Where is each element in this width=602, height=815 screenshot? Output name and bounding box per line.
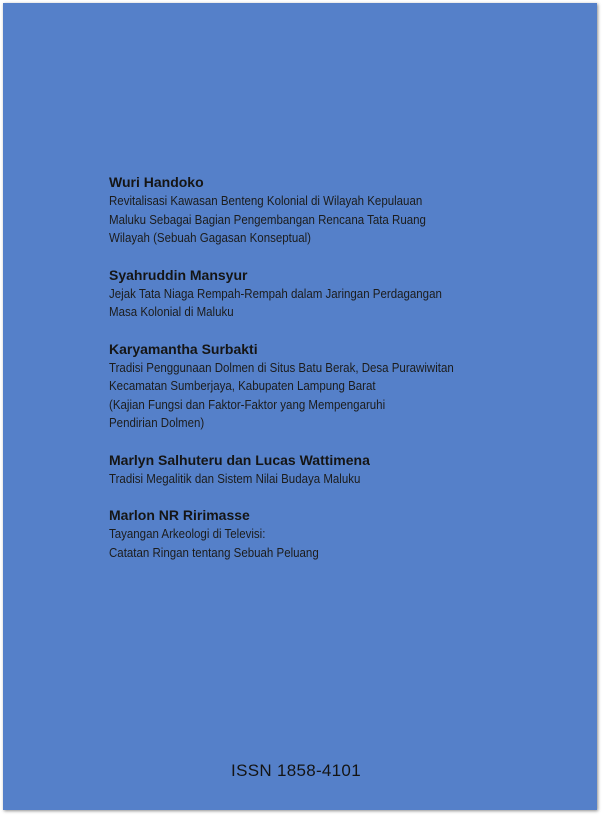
contents-list [109, 173, 549, 580]
entry-title-line: Masa Kolonial di Maluku [109, 305, 234, 319]
entry-title-line: Wilayah (Sebuah Gagasan Konseptual) [109, 231, 312, 245]
entry-title-line: Tradisi Megalitik dan Sistem Nilai Budaya Maluku [109, 471, 361, 486]
contents-entry [109, 266, 549, 322]
contents-entry [109, 173, 549, 248]
entry-title-line: Revitalisasi Kawasan Benteng Kolonial di Wilayah Kepulauan [109, 194, 423, 208]
entry-title-line: Kecamatan Sumberjaya, Kabupaten Lampung Barat [109, 379, 376, 393]
contents-entry [109, 451, 549, 489]
entry-author: Karyamantha Surbakti [109, 340, 258, 357]
entry-title-line: Tayangan Arkeologi di Televisi: [109, 527, 266, 541]
contents-entry [109, 506, 549, 562]
entry-author: Marlyn Salhuteru dan Lucas Wattimena [109, 451, 370, 468]
entry-title-line: Pendirian Dolmen) [109, 416, 205, 430]
entry-title-line: Jejak Tata Niaga Rempah-Rempah dalam Jaringan Perdagangan [109, 286, 442, 301]
entry-title-line: (Kajian Fungsi dan Faktor-Faktor yang Mempengaruhi [109, 397, 386, 412]
entry-author: Marlon NR Ririmasse [109, 507, 250, 523]
entry-author: Wuri Handoko [109, 174, 204, 190]
issn-number: ISSN 1858-4101 [231, 761, 361, 780]
entry-author: Syahruddin Mansyur [109, 266, 248, 283]
back-cover [3, 3, 597, 810]
contents-entry [109, 340, 549, 433]
entry-title-line: Catatan Ringan tentang Sebuah Peluang [109, 545, 319, 560]
entry-title-line: Tradisi Penggunaan Dolmen di Situs Batu Berak, Desa Purawiwitan [109, 360, 454, 375]
entry-title-line: Maluku Sebagai Bagian Pengembangan Rencana Tata Ruang [109, 212, 426, 227]
